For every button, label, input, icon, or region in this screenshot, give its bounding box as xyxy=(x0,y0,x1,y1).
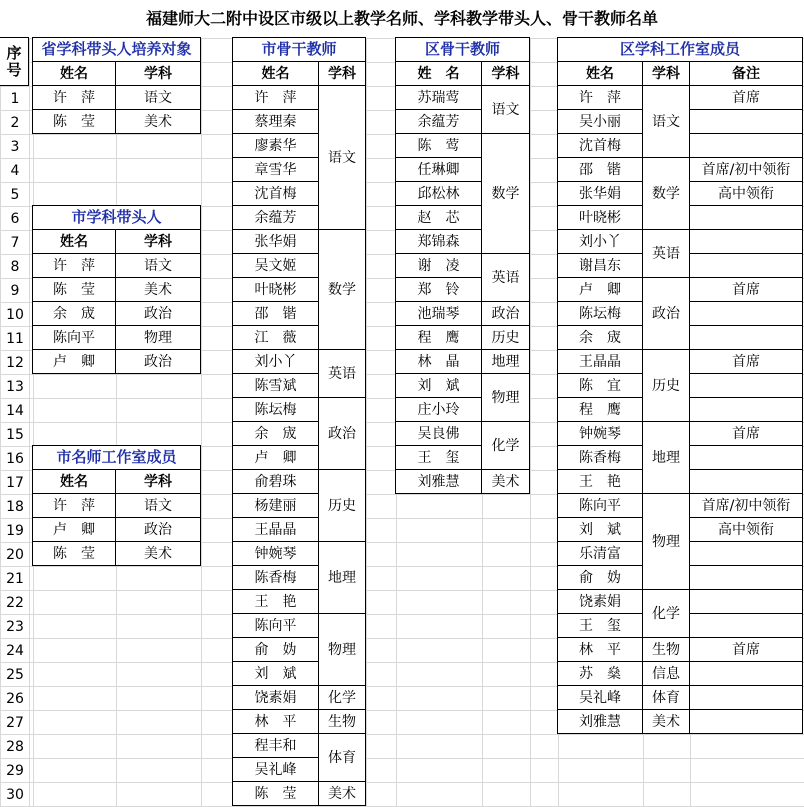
district-studio-note-cell[interactable] xyxy=(689,373,803,398)
municipal-leaders-title: 市学科带头人 xyxy=(32,205,201,230)
district-backbone-name-cell[interactable]: 邱松林 xyxy=(395,181,482,206)
district-backbone-name-cell[interactable]: 庄小玲 xyxy=(395,397,482,422)
city-backbone-name-cell[interactable]: 刘 斌 xyxy=(232,661,319,686)
district-studio-name-cell[interactable]: 叶晓彬 xyxy=(557,205,643,230)
district-backbone-col-name: 姓 名 xyxy=(395,61,482,86)
district-studio-name-cell[interactable]: 刘雅慧 xyxy=(557,709,643,734)
district-studio-name-cell[interactable]: 王 艳 xyxy=(557,469,643,494)
row-number: 4 xyxy=(10,162,20,179)
district-studio-name-cell[interactable]: 陈向平 xyxy=(557,493,643,518)
district-studio-note-cell[interactable]: 首席 xyxy=(689,349,803,374)
district-studio-note-cell[interactable] xyxy=(689,109,803,134)
city-backbone-name-cell[interactable]: 余蕴芳 xyxy=(232,205,319,230)
city-backbone-name-cell[interactable]: 俞碧珠 xyxy=(232,469,319,494)
district-studio-note-cell[interactable] xyxy=(689,565,803,590)
district-backbone-name-cell[interactable]: 刘雅慧 xyxy=(395,469,482,494)
district-backbone-col-subject: 学科 xyxy=(481,61,530,86)
city-backbone-name-cell[interactable]: 叶晓彬 xyxy=(232,277,319,302)
district-studio-note-cell[interactable] xyxy=(689,541,803,566)
district-studio-name-cell[interactable]: 饶素娟 xyxy=(557,589,643,614)
city-backbone-name-cell[interactable]: 程丰和 xyxy=(232,733,319,758)
city-backbone-subject-cell[interactable]: 历史 xyxy=(318,469,366,542)
row-number: 15 xyxy=(6,426,24,443)
district-studio-note-cell[interactable] xyxy=(689,229,803,254)
district-backbone-title: 区骨干教师 xyxy=(395,37,530,62)
city-backbone-name-cell[interactable]: 江 薇 xyxy=(232,325,319,350)
district-studio-note-cell[interactable] xyxy=(689,445,803,470)
row-number: 29 xyxy=(6,762,24,779)
district-studio-note-cell[interactable]: 首席/初中领衔 xyxy=(689,157,803,182)
municipal-leaders-name-cell[interactable]: 许 萍 xyxy=(32,253,116,278)
district-studio-subject-cell[interactable]: 信息 xyxy=(642,661,690,686)
row-number: 16 xyxy=(6,450,24,467)
row-number: 17 xyxy=(6,474,24,491)
district-backbone-subject-cell[interactable]: 物理 xyxy=(481,373,530,422)
row-number: 2 xyxy=(10,114,20,131)
city-backbone-name-cell[interactable]: 陈向平 xyxy=(232,613,319,638)
city-backbone-name-cell[interactable]: 钟婉琴 xyxy=(232,541,319,566)
row-number: 27 xyxy=(6,714,24,731)
district-studio-note-cell[interactable]: 高中领衔 xyxy=(689,181,803,206)
district-studio-col-note: 备注 xyxy=(689,61,803,86)
city-backbone-name-cell[interactable]: 王晶晶 xyxy=(232,517,319,542)
city-backbone-subject-cell[interactable]: 政治 xyxy=(318,397,366,470)
row-number: 1 xyxy=(10,90,20,107)
city-backbone-name-cell[interactable]: 蔡理秦 xyxy=(232,109,319,134)
district-studio-name-cell[interactable]: 吴礼峰 xyxy=(557,685,643,710)
city-backbone-name-cell[interactable]: 沈首梅 xyxy=(232,181,319,206)
city-backbone-name-cell[interactable]: 卢 卿 xyxy=(232,445,319,470)
district-studio-note-cell[interactable]: 首席 xyxy=(689,421,803,446)
provincial-col-subject: 学科 xyxy=(115,61,201,86)
district-studio-subject-cell[interactable]: 语文 xyxy=(642,85,690,158)
row-number: 6 xyxy=(10,210,20,227)
district-studio-note-cell[interactable] xyxy=(689,661,803,686)
municipal-leaders-name-cell[interactable]: 卢 卿 xyxy=(32,349,116,374)
row-number: 18 xyxy=(6,498,24,515)
provincial-subject-cell[interactable]: 语文 xyxy=(115,85,201,110)
municipal-leaders-name-cell[interactable]: 陈 莹 xyxy=(32,277,116,302)
district-studio-name-cell[interactable]: 陈坛梅 xyxy=(557,301,643,326)
district-studio-name-cell[interactable]: 钟婉琴 xyxy=(557,421,643,446)
city-backbone-subject-cell[interactable]: 物理 xyxy=(318,613,366,686)
district-studio-name-cell[interactable]: 谢昌东 xyxy=(557,253,643,278)
district-studio-note-cell[interactable] xyxy=(689,397,803,422)
district-studio-note-cell[interactable] xyxy=(689,685,803,710)
district-studio-subject-cell[interactable]: 物理 xyxy=(642,493,690,590)
seq-header-char: 号 xyxy=(6,60,22,79)
row-number: 28 xyxy=(6,738,24,755)
district-studio-name-cell[interactable]: 卢 卿 xyxy=(557,277,643,302)
district-studio-col-subject: 学科 xyxy=(642,61,690,86)
district-studio-name-cell[interactable]: 刘 斌 xyxy=(557,517,643,542)
district-studio-name-cell[interactable]: 陈 宜 xyxy=(557,373,643,398)
row-number: 30 xyxy=(6,786,24,803)
city-backbone-subject-cell[interactable]: 化学 xyxy=(318,685,366,710)
row-number: 26 xyxy=(6,690,24,707)
district-backbone-name-cell[interactable]: 郑 铃 xyxy=(395,277,482,302)
studio-title: 市名师工作室成员 xyxy=(32,445,201,470)
district-studio-name-cell[interactable]: 刘小丫 xyxy=(557,229,643,254)
city-backbone-name-cell[interactable]: 陈 莹 xyxy=(232,781,319,806)
district-studio-name-cell[interactable]: 俞 妫 xyxy=(557,565,643,590)
district-studio-name-cell[interactable]: 苏 燊 xyxy=(557,661,643,686)
district-studio-note-cell[interactable] xyxy=(689,325,803,350)
row-number: 7 xyxy=(10,234,20,251)
district-studio-note-cell[interactable]: 首席 xyxy=(689,85,803,110)
district-backbone-subject-cell[interactable]: 地理 xyxy=(481,349,530,374)
city-backbone-name-cell[interactable]: 林 平 xyxy=(232,709,319,734)
studio-subject-cell[interactable]: 政治 xyxy=(115,517,201,542)
row-number: 9 xyxy=(10,282,20,299)
row-number: 10 xyxy=(6,306,24,323)
city-backbone-col-subject: 学科 xyxy=(318,61,366,86)
city-backbone-name-cell[interactable]: 俞 妫 xyxy=(232,637,319,662)
studio-col-subject: 学科 xyxy=(115,469,201,494)
district-backbone-name-cell[interactable]: 谢 凌 xyxy=(395,253,482,278)
row-number: 19 xyxy=(6,522,24,539)
studio-name-cell[interactable]: 陈 莹 xyxy=(32,541,116,566)
district-backbone-name-cell[interactable]: 王 玺 xyxy=(395,445,482,470)
district-studio-name-cell[interactable]: 许 萍 xyxy=(557,85,643,110)
provincial-name-cell[interactable]: 陈 莹 xyxy=(32,109,116,134)
district-studio-subject-cell[interactable]: 政治 xyxy=(642,277,690,350)
district-studio-note-cell[interactable] xyxy=(689,301,803,326)
district-studio-note-cell[interactable] xyxy=(689,133,803,158)
city-backbone-col-name: 姓名 xyxy=(232,61,319,86)
district-studio-name-cell[interactable]: 王 玺 xyxy=(557,613,643,638)
district-backbone-subject-cell[interactable]: 数学 xyxy=(481,133,530,254)
row-number: 21 xyxy=(6,570,24,587)
city-backbone-subject-cell[interactable]: 语文 xyxy=(318,85,366,230)
district-studio-note-cell[interactable] xyxy=(689,205,803,230)
city-backbone-name-cell[interactable]: 吴文姬 xyxy=(232,253,319,278)
provincial-name-cell[interactable]: 许 萍 xyxy=(32,85,116,110)
municipal-leaders-subject-cell[interactable]: 政治 xyxy=(115,349,201,374)
city-backbone-name-cell[interactable]: 章雪华 xyxy=(232,157,319,182)
district-backbone-name-cell[interactable]: 刘 斌 xyxy=(395,373,482,398)
district-backbone-name-cell[interactable]: 池瑞琴 xyxy=(395,301,482,326)
seq-header-cell xyxy=(0,37,29,86)
district-studio-note-cell[interactable]: 首席 xyxy=(689,277,803,302)
city-backbone-subject-cell[interactable]: 美术 xyxy=(318,781,366,806)
district-studio-note-cell[interactable]: 首席/初中领衔 xyxy=(689,493,803,518)
row-number: 23 xyxy=(6,618,24,635)
district-studio-name-cell[interactable]: 陈香梅 xyxy=(557,445,643,470)
city-backbone-name-cell[interactable]: 张华娟 xyxy=(232,229,319,254)
provincial-col-name: 姓名 xyxy=(32,61,116,86)
district-studio-subject-cell[interactable]: 数学 xyxy=(642,157,690,230)
district-studio-name-cell[interactable]: 吴小丽 xyxy=(557,109,643,134)
district-backbone-name-cell[interactable]: 陈 莺 xyxy=(395,133,482,158)
district-studio-note-cell[interactable] xyxy=(689,613,803,638)
provincial-title: 省学科带头人培养对象 xyxy=(32,37,201,62)
municipal-leaders-name-cell[interactable]: 陈向平 xyxy=(32,325,116,350)
provincial-subject-cell[interactable]: 美术 xyxy=(115,109,201,134)
district-studio-name-cell[interactable]: 程 鹰 xyxy=(557,397,643,422)
city-backbone-name-cell[interactable]: 廖素华 xyxy=(232,133,319,158)
row-number: 14 xyxy=(6,402,24,419)
city-backbone-name-cell[interactable]: 陈坛梅 xyxy=(232,397,319,422)
district-backbone-subject-cell[interactable]: 化学 xyxy=(481,421,530,470)
city-backbone-subject-cell[interactable]: 数学 xyxy=(318,229,366,350)
city-backbone-subject-cell[interactable]: 地理 xyxy=(318,541,366,614)
district-studio-note-cell[interactable] xyxy=(689,253,803,278)
city-backbone-name-cell[interactable]: 王 艳 xyxy=(232,589,319,614)
city-backbone-name-cell[interactable]: 许 萍 xyxy=(232,85,319,110)
district-studio-note-cell[interactable]: 高中领衔 xyxy=(689,517,803,542)
municipal-leaders-col-name: 姓名 xyxy=(32,229,116,254)
page-title: 福建师大二附中设区市级以上教学名师、学科教学带头人、骨干教师名单 xyxy=(145,9,658,28)
city-backbone-name-cell[interactable]: 饶素娟 xyxy=(232,685,319,710)
municipal-leaders-subject-cell[interactable]: 语文 xyxy=(115,253,201,278)
studio-subject-cell[interactable]: 语文 xyxy=(115,493,201,518)
row-number: 8 xyxy=(10,258,20,275)
district-backbone-name-cell[interactable]: 赵 芯 xyxy=(395,205,482,230)
municipal-leaders-subject-cell[interactable]: 美术 xyxy=(115,277,201,302)
district-studio-name-cell[interactable]: 邵 锴 xyxy=(557,157,643,182)
district-backbone-subject-cell[interactable]: 语文 xyxy=(481,85,530,134)
district-backbone-name-cell[interactable]: 苏瑞莺 xyxy=(395,85,482,110)
district-studio-subject-cell[interactable]: 化学 xyxy=(642,589,690,638)
city-backbone-name-cell[interactable]: 刘小丫 xyxy=(232,349,319,374)
row-number: 5 xyxy=(10,186,20,203)
district-backbone-subject-cell[interactable]: 英语 xyxy=(481,253,530,302)
city-backbone-name-cell[interactable]: 邵 锴 xyxy=(232,301,319,326)
city-backbone-name-cell[interactable]: 陈雪斌 xyxy=(232,373,319,398)
district-backbone-name-cell[interactable]: 余蕴芳 xyxy=(395,109,482,134)
district-studio-subject-cell[interactable]: 历史 xyxy=(642,349,690,422)
district-studio-subject-cell[interactable]: 英语 xyxy=(642,229,690,278)
row-number: 22 xyxy=(6,594,24,611)
row-number: 3 xyxy=(10,138,20,155)
district-studio-note-cell[interactable] xyxy=(689,469,803,494)
district-studio-subject-cell[interactable]: 美术 xyxy=(642,709,690,734)
district-studio-name-cell[interactable]: 乐清富 xyxy=(557,541,643,566)
district-backbone-name-cell[interactable]: 任琳卿 xyxy=(395,157,482,182)
district-backbone-subject-cell[interactable]: 政治 xyxy=(481,301,530,326)
district-backbone-name-cell[interactable]: 吴良佛 xyxy=(395,421,482,446)
city-backbone-name-cell[interactable]: 吴礼峰 xyxy=(232,757,319,782)
municipal-leaders-subject-cell[interactable]: 政治 xyxy=(115,301,201,326)
district-studio-name-cell[interactable]: 余 宬 xyxy=(557,325,643,350)
municipal-leaders-name-cell[interactable]: 余 宬 xyxy=(32,301,116,326)
district-studio-name-cell[interactable]: 林 平 xyxy=(557,637,643,662)
city-backbone-subject-cell[interactable]: 体育 xyxy=(318,733,366,782)
city-backbone-name-cell[interactable]: 陈香梅 xyxy=(232,565,319,590)
row-number: 24 xyxy=(6,642,24,659)
district-backbone-subject-cell[interactable]: 美术 xyxy=(481,469,530,494)
district-studio-name-cell[interactable]: 张华娟 xyxy=(557,181,643,206)
district-backbone-subject-cell[interactable]: 历史 xyxy=(481,325,530,350)
studio-name-cell[interactable]: 卢 卿 xyxy=(32,517,116,542)
city-backbone-name-cell[interactable]: 余 宬 xyxy=(232,421,319,446)
municipal-leaders-col-subject: 学科 xyxy=(115,229,201,254)
district-studio-name-cell[interactable]: 沈首梅 xyxy=(557,133,643,158)
district-studio-name-cell[interactable]: 王晶晶 xyxy=(557,349,643,374)
city-backbone-subject-cell[interactable]: 生物 xyxy=(318,709,366,734)
district-studio-subject-cell[interactable]: 地理 xyxy=(642,421,690,494)
seq-header-char: 序 xyxy=(6,43,22,62)
district-backbone-name-cell[interactable]: 程 鹰 xyxy=(395,325,482,350)
city-backbone-title: 市骨干教师 xyxy=(232,37,366,62)
district-studio-subject-cell[interactable]: 体育 xyxy=(642,685,690,710)
row-number: 13 xyxy=(6,378,24,395)
district-studio-title: 区学科工作室成员 xyxy=(557,37,803,62)
district-studio-note-cell[interactable]: 首席 xyxy=(689,637,803,662)
row-number: 20 xyxy=(6,546,24,563)
district-backbone-name-cell[interactable]: 林 晶 xyxy=(395,349,482,374)
row-number: 11 xyxy=(6,330,24,347)
municipal-leaders-subject-cell[interactable]: 物理 xyxy=(115,325,201,350)
studio-name-cell[interactable]: 许 萍 xyxy=(32,493,116,518)
district-studio-note-cell[interactable] xyxy=(689,709,803,734)
studio-subject-cell[interactable]: 美术 xyxy=(115,541,201,566)
district-backbone-name-cell[interactable]: 郑锦森 xyxy=(395,229,482,254)
city-backbone-subject-cell[interactable]: 英语 xyxy=(318,349,366,398)
district-studio-col-name: 姓名 xyxy=(557,61,643,86)
district-studio-note-cell[interactable] xyxy=(689,589,803,614)
row-number: 12 xyxy=(6,354,24,371)
row-number: 25 xyxy=(6,666,24,683)
district-studio-subject-cell[interactable]: 生物 xyxy=(642,637,690,662)
city-backbone-name-cell[interactable]: 杨建丽 xyxy=(232,493,319,518)
studio-col-name: 姓名 xyxy=(32,469,116,494)
